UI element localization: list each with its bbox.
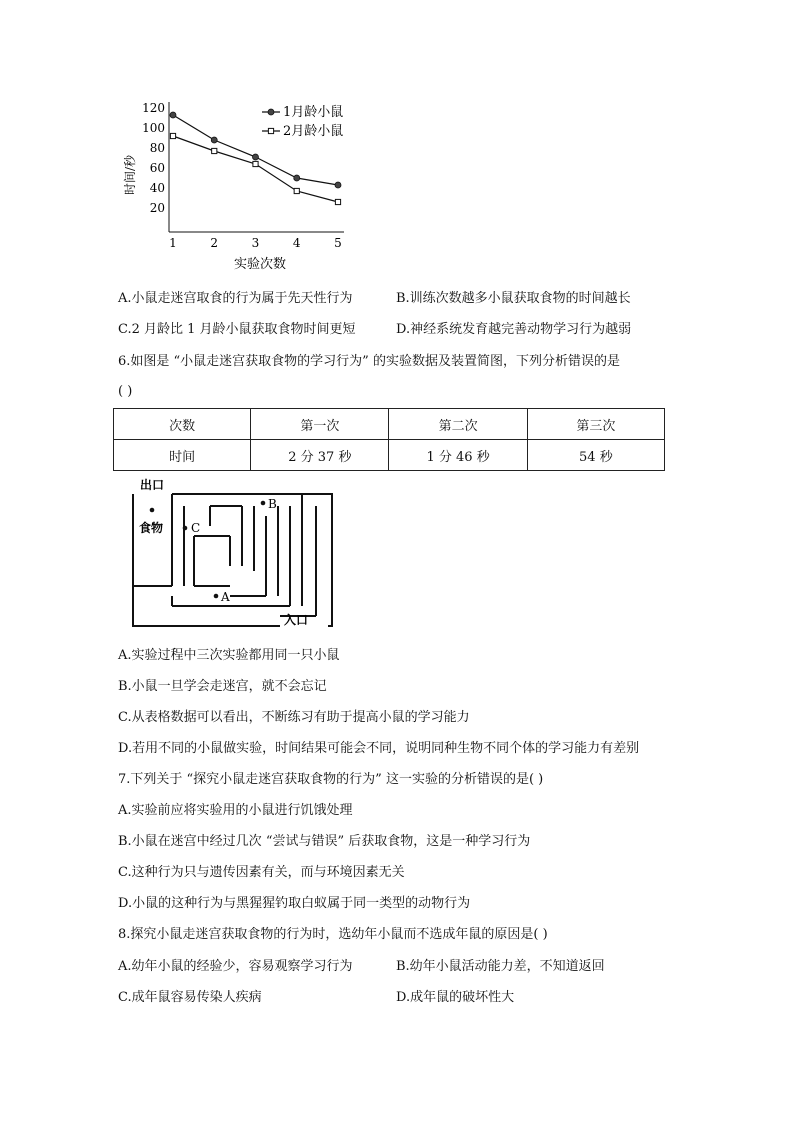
x-tick-label: 5 bbox=[334, 236, 342, 250]
q8-option-d[interactable]: D.成年鼠的破坏性大 bbox=[396, 990, 515, 1005]
x-axis-label: 实验次数 bbox=[233, 257, 287, 272]
table-header-cell: 第三次 bbox=[527, 409, 664, 440]
point-a-marker bbox=[214, 594, 219, 599]
maze-food-label: 食物 bbox=[139, 521, 164, 535]
q6-option-a[interactable]: A.实验过程中三次实验都用同一只小鼠 bbox=[118, 648, 340, 663]
point-c-marker bbox=[183, 526, 188, 531]
q6-stem: 6.如图是 “小鼠走迷宫获取食物的学习行为” 的实验数据及装置简图，下列分析错误的是 bbox=[118, 354, 620, 369]
x-tick-label: 2 bbox=[210, 236, 219, 250]
series-point-1 bbox=[211, 137, 217, 143]
series-point-2 bbox=[212, 148, 217, 153]
table-row bbox=[114, 440, 665, 471]
y-tick-label: 60 bbox=[149, 161, 165, 175]
maze-diagram bbox=[130, 476, 335, 631]
table-cell: 54 秒 bbox=[527, 440, 664, 471]
series-point-1 bbox=[253, 154, 259, 160]
table-header-cell: 第一次 bbox=[251, 409, 389, 440]
q5-option-c[interactable]: C.2 月龄比 1 月龄小鼠获取食物时间更短 bbox=[118, 322, 356, 337]
q5-option-d[interactable]: D.神经系统发育越完善动物学习行为越弱 bbox=[396, 322, 632, 337]
maze-walls bbox=[133, 494, 332, 626]
legend-entry: 1月龄小鼠 bbox=[283, 105, 344, 120]
y-axis-label: 时间/秒 bbox=[123, 154, 137, 196]
q8-option-a[interactable]: A.幼年小鼠的经验少，容易观察学习行为 bbox=[118, 959, 353, 974]
q5-option-a[interactable]: A.小鼠走迷宫取食的行为属于先天性行为 bbox=[118, 291, 353, 306]
y-tick-label: 20 bbox=[149, 201, 165, 215]
q6-option-d[interactable]: D.若用不同的小鼠做实验，时间结果可能会不同，说明同种生物不同个体的学习能力有差别 bbox=[118, 741, 640, 756]
table-cell: 2 分 37 秒 bbox=[251, 440, 389, 471]
q6-data-table bbox=[113, 408, 665, 471]
chart-legend bbox=[262, 104, 343, 139]
series-point-2 bbox=[335, 199, 340, 204]
learning-time-line-chart bbox=[120, 100, 360, 280]
point-b-marker bbox=[261, 501, 266, 506]
q8-option-b[interactable]: B.幼年小鼠活动能力差，不知道返回 bbox=[396, 959, 605, 974]
y-tick-label: 120 bbox=[142, 101, 165, 115]
q8-stem: 8.探究小鼠走迷宫获取食物的行为时，选幼年小鼠而不选成年鼠的原因是( ) bbox=[118, 927, 548, 942]
series-point-2 bbox=[294, 188, 299, 193]
q7-option-c[interactable]: C.这种行为只与遗传因素有关，而与环境因素无关 bbox=[118, 865, 405, 880]
x-tick-label: 4 bbox=[292, 236, 301, 250]
y-tick-label: 40 bbox=[149, 181, 165, 195]
maze-point-a-label: A bbox=[221, 590, 230, 604]
q7-option-d[interactable]: D.小鼠的这种行为与黑猩猩钓取白蚁属于同一类型的动物行为 bbox=[118, 896, 471, 911]
y-tick-label: 100 bbox=[142, 121, 165, 135]
q5-option-b[interactable]: B.训练次数越多小鼠获取食物的时间越长 bbox=[396, 291, 631, 306]
x-tick-labels bbox=[169, 236, 342, 250]
maze-entrance-label: 入口 bbox=[284, 613, 309, 627]
q7-option-a[interactable]: A.实验前应将实验用的小鼠进行饥饿处理 bbox=[118, 803, 353, 818]
legend-entry: 2月龄小鼠 bbox=[283, 124, 344, 139]
x-tick-label: 3 bbox=[251, 236, 260, 250]
legend-marker-1 bbox=[268, 109, 274, 115]
maze-exit-label: 出口 bbox=[140, 478, 165, 492]
q6-answer-paren: ( ) bbox=[118, 384, 133, 399]
q6-option-c[interactable]: C.从表格数据可以看出，不断练习有助于提高小鼠的学习能力 bbox=[118, 710, 470, 725]
q8-option-c[interactable]: C.成年鼠容易传染人疾病 bbox=[118, 990, 262, 1005]
series-point-1 bbox=[335, 182, 341, 188]
table-header-cell: 次数 bbox=[114, 409, 251, 440]
q7-option-b[interactable]: B.小鼠在迷宫中经过几次 “尝试与错误” 后获取食物，这是一种学习行为 bbox=[118, 834, 531, 849]
series-point-1 bbox=[294, 175, 300, 181]
legend-marker-2 bbox=[268, 128, 273, 133]
y-tick-labels bbox=[142, 101, 165, 215]
q7-stem: 7.下列关于 “探究小鼠走迷宫获取食物的行为” 这一实验的分析错误的是( ) bbox=[118, 772, 544, 787]
table-header-cell: 第二次 bbox=[389, 409, 527, 440]
series-point-2 bbox=[253, 161, 258, 166]
series-line-2 bbox=[173, 136, 338, 202]
x-tick-label: 1 bbox=[169, 236, 177, 250]
q6-option-b[interactable]: B.小鼠一旦学会走迷宫，就不会忘记 bbox=[118, 679, 327, 694]
maze-point-c-label: C bbox=[191, 521, 201, 535]
series-point-1 bbox=[170, 112, 176, 118]
table-cell: 时间 bbox=[114, 440, 251, 471]
table-cell: 1 分 46 秒 bbox=[389, 440, 527, 471]
series-point-2 bbox=[170, 133, 175, 138]
food-marker bbox=[150, 508, 155, 513]
maze-point-b-label: B bbox=[268, 497, 277, 511]
y-tick-label: 80 bbox=[149, 141, 165, 155]
table-row bbox=[114, 409, 665, 440]
